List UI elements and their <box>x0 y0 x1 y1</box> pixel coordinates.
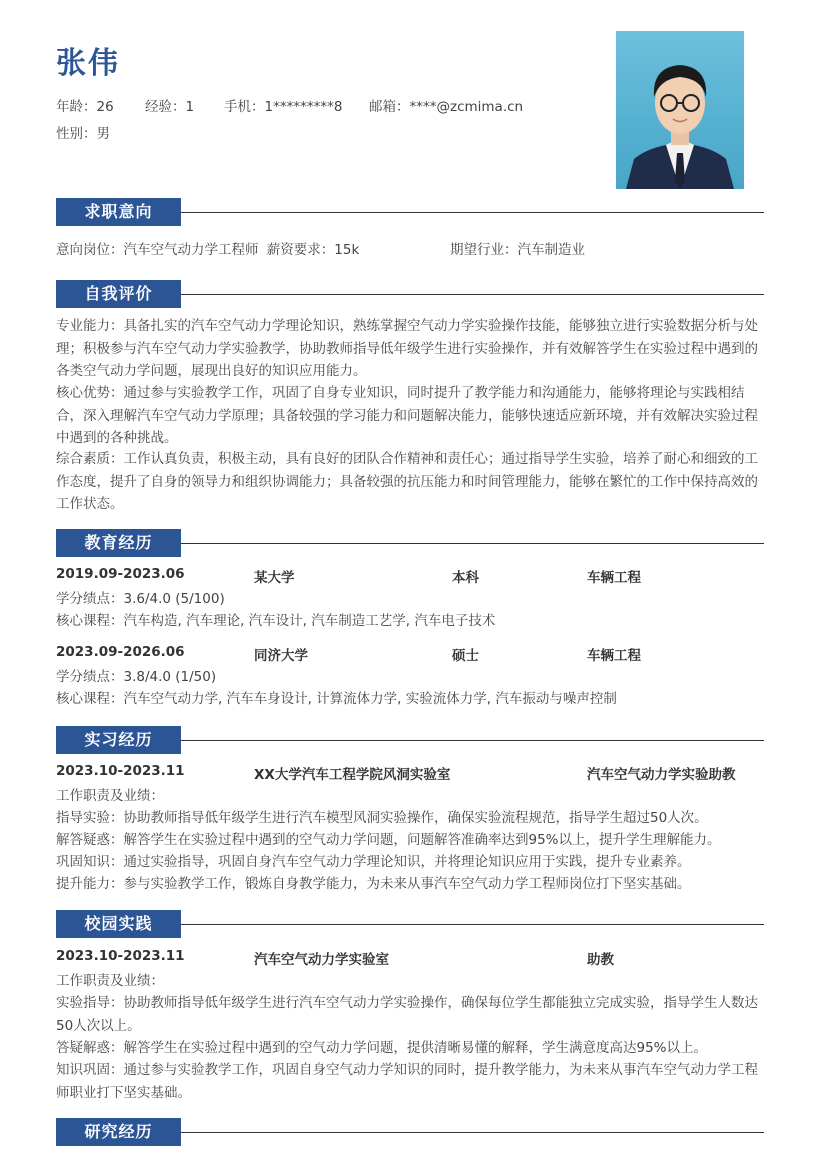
campus-entry <box>56 948 766 970</box>
internship-line: 指导实验：协助教师指导低年级学生进行汽车模型风洞实验操作，确保实验流程规范，指导学生超过50人次。 <box>56 810 708 826</box>
section-divider <box>181 543 764 544</box>
internship-entry <box>56 763 766 785</box>
campus-org: 汽车空气动力学实验室 <box>254 952 389 968</box>
education-degree: 本科 <box>452 570 479 586</box>
internship-line: 解答疑惑：解答学生在实验过程中遇到的空气动力学问题，问题解答准确率达到95%以上，提升学生理解能力。 <box>56 832 721 848</box>
campus-date: 2023.10-2023.11 <box>56 948 185 964</box>
section-divider <box>181 212 764 213</box>
experience-field: 经验：1 <box>145 99 195 115</box>
education-date: 2023.09-2026.06 <box>56 644 185 660</box>
campus-role: 助教 <box>587 952 614 968</box>
intent-salary: 薪资要求：15k <box>266 242 360 258</box>
section-internship <box>56 726 764 754</box>
person-portrait-icon <box>616 31 744 189</box>
section-campus-title: 校园实践 <box>56 910 181 938</box>
education-major: 车辆工程 <box>587 570 641 586</box>
intent-position: 意向岗位：汽车空气动力学工程师 <box>56 242 259 258</box>
section-intent <box>56 198 764 226</box>
section-campus <box>56 910 764 938</box>
section-divider <box>181 924 764 925</box>
self-eval-advantage: 核心优势：通过参与实验教学工作，巩固了自身专业知识，同时提升了教学能力和沟通能力，能够将理论与实践相结合，深入理解汽车空气动力学原理；具备较强的学习能力和问题解决能力，能够快速适应新环境，并有效解决实验过程中遇到的各种挑战。 <box>56 385 758 446</box>
campus-line: 工作职责及业绩： <box>56 973 164 989</box>
internship-date: 2023.10-2023.11 <box>56 763 185 779</box>
phone-field: 手机：1*********8 <box>224 99 343 115</box>
candidate-name: 张伟 <box>56 46 120 81</box>
email-field: 邮箱：****@zcmima.cn <box>369 99 524 115</box>
internship-line: 巩固知识：通过实验指导，巩固自身汽车空气动力学理论知识，并将理论知识应用于实践，提升专业素养。 <box>56 854 691 870</box>
internship-role: 汽车空气动力学实验助教 <box>587 767 736 783</box>
education-gpa: 学分绩点：3.8/4.0 (1/50) <box>56 669 217 685</box>
internship-line: 工作职责及业绩： <box>56 788 164 804</box>
section-self-eval <box>56 280 764 308</box>
section-intent-title: 求职意向 <box>56 198 181 226</box>
section-self-eval-title: 自我评价 <box>56 280 181 308</box>
internship-line: 提升能力：参与实验教学工作，锻炼自身教学能力，为未来从事汽车空气动力学工程师岗位打下坚实基础。 <box>56 876 691 892</box>
education-school: 某大学 <box>254 570 295 586</box>
section-divider <box>181 740 764 741</box>
section-education-title: 教育经历 <box>56 529 181 557</box>
internship-org: XX大学汽车工程学院风洞实验室 <box>254 767 451 783</box>
section-divider <box>181 294 764 295</box>
self-eval-professional: 专业能力：具备扎实的汽车空气动力学理论知识，熟练掌握空气动力学实验操作技能，能够独立进行实验数据分析与处理；积极参与汽车空气动力学实验教学，协助教师指导低年级学生进行实验操作，并有效解答学生在实验过程中遇到的各类空气动力学问题，展现出良好的知识应用能力。 <box>56 318 758 379</box>
education-gpa: 学分绩点：3.6/4.0 (5/100) <box>56 591 225 607</box>
self-eval-quality: 综合素质：工作认真负责，积极主动，具有良好的团队合作精神和责任心；通过指导学生实验，培养了耐心和细致的工作态度，提升了自身的领导力和组织协调能力；具备较强的抗压能力和时间管理能力，能够在繁忙的工作中保持高效的工作状态。 <box>56 451 758 512</box>
education-major: 车辆工程 <box>587 648 641 664</box>
gender-field: 性别：男 <box>56 126 110 142</box>
campus-line: 知识巩固：通过参与实验教学工作，巩固自身空气动力学知识的同时，提升教学能力，为未来从事汽车空气动力学工程师职业打下坚实基础。 <box>56 1062 758 1101</box>
education-entry-1 <box>56 566 766 588</box>
education-date: 2019.09-2023.06 <box>56 566 185 582</box>
section-research-title: 研究经历 <box>56 1118 181 1146</box>
education-courses: 核心课程：汽车构造, 汽车理论, 汽车设计, 汽车制造工艺学, 汽车电子技术 <box>56 613 496 629</box>
section-research <box>56 1118 764 1146</box>
campus-line: 答疑解惑：解答学生在实验过程中遇到的空气动力学问题，提供清晰易懂的解释，学生满意度高达95%以上。 <box>56 1040 708 1056</box>
education-entry-2 <box>56 644 766 666</box>
intent-row <box>56 239 766 262</box>
profile-photo <box>616 31 744 189</box>
age-field: 年龄：26 <box>56 99 114 115</box>
section-internship-title: 实习经历 <box>56 726 181 754</box>
intent-industry: 期望行业：汽车制造业 <box>450 242 585 258</box>
section-education <box>56 529 764 557</box>
education-courses: 核心课程：汽车空气动力学, 汽车车身设计, 计算流体力学, 实验流体力学, 汽车振动与噪声控制 <box>56 691 617 707</box>
education-degree: 硕士 <box>452 648 479 664</box>
education-school: 同济大学 <box>254 648 308 664</box>
section-divider <box>181 1132 764 1133</box>
campus-line: 实验指导：协助教师指导低年级学生进行汽车空气动力学实验操作，确保每位学生都能独立完成实验，指导学生人数达50人次以上。 <box>56 995 758 1034</box>
